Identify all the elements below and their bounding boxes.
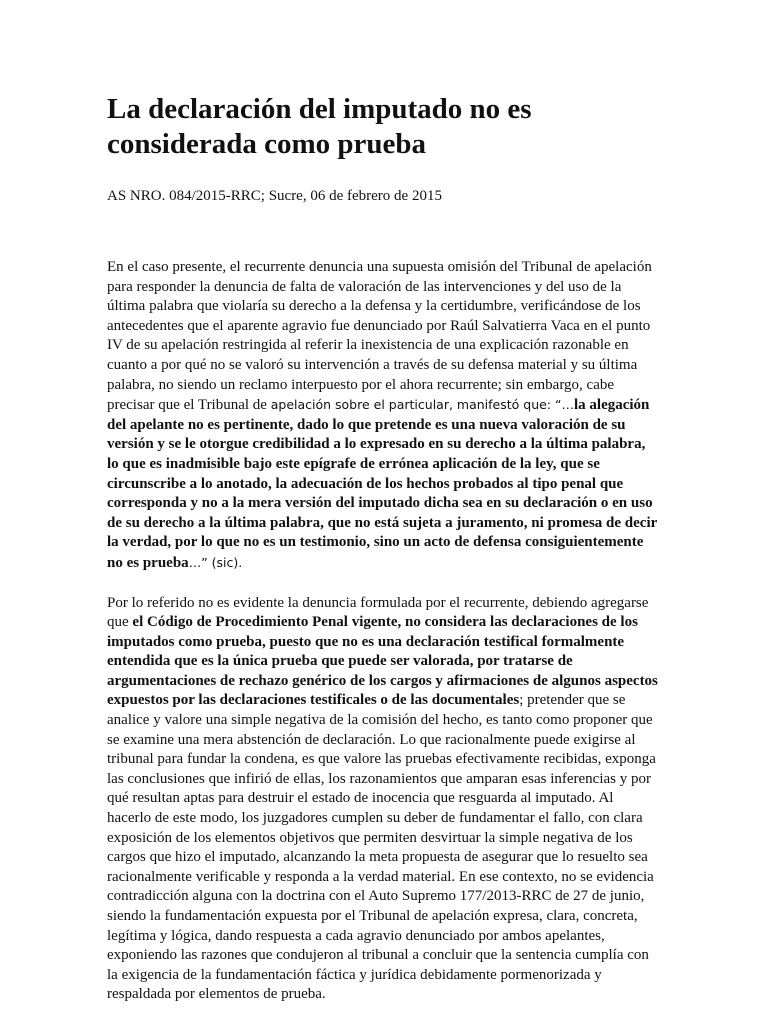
quote-bold-line: del apelante no es pertinente, dado lo que pretende es una nueva valoración de su bbox=[107, 416, 626, 433]
paragraph-2 bbox=[107, 594, 667, 1005]
text-run-sans: …” (sic). bbox=[188, 554, 243, 570]
text-line: IV de su apelación restringida al referir la inexistencia de una explicación razonable en bbox=[107, 337, 629, 354]
page-title bbox=[107, 92, 667, 162]
text-line: En el caso presente, el recurrente denuncia una supuesta omisión del Tribunal de apelación bbox=[107, 259, 652, 275]
text-line: cuanto a por qué no se valoró su intervención a través de su defensa material y su última bbox=[107, 356, 638, 373]
text-line: qué resultan aptas para destruir el estado de inocencia que resguarda al imputado. Al bbox=[107, 790, 614, 807]
quote-bold-line: corresponda y no a la mera versión del imputado dicha sea en su declaración o en uso bbox=[107, 495, 653, 512]
text-line: se examine una mera abstención de declaración. Lo que racionalmente puede exigirse al bbox=[107, 731, 636, 748]
document-page bbox=[107, 92, 667, 1005]
text-line: hacerlo de este modo, los juzgadores cumplen su deber de fundamentar el fallo, con clara bbox=[107, 810, 643, 827]
emphasis-bold: expuestos por las declaraciones testificales o de las documentales bbox=[107, 692, 520, 709]
quote-bold-line: lo que es inadmisible bajo este epígrafe de errónea aplicación de la ley, que se bbox=[107, 455, 600, 472]
text-line bbox=[107, 691, 667, 711]
text-line: la exigencia de la fundamentación fáctica y jurídica debidamente pormenorizada y bbox=[107, 966, 602, 983]
text-line: exposición de los elementos objetivos que permiten desvirtuar la simple negativa de los bbox=[107, 829, 633, 846]
emphasis-bold-line: imputados como prueba, puesto que no es una declaración testifical formalmente bbox=[107, 633, 625, 650]
text-line: Por lo referido no es evidente la denuncia formulada por el recurrente, debiendo agregarse bbox=[107, 594, 649, 611]
text-line: antecedentes que el aparente agravio fue denunciado por Raúl Salvatierra Vaca en el punto bbox=[107, 317, 651, 334]
quote-bold-line: circunscribe a lo anotado, la adecuación de los hechos probados al tipo penal que bbox=[107, 475, 624, 492]
emphasis-bold-line: argumentaciones de rechazo genérico de los cargos y afirmaciones de algunos aspectos bbox=[107, 672, 658, 689]
text-line bbox=[107, 613, 667, 633]
text-line: exponiendo las razones que condujeron al tribunal a concluir que la sentencia cumplía con bbox=[107, 947, 649, 964]
emphasis-bold-line: entendida que es la única prueba que puede ser valorada, por tratarse de bbox=[107, 653, 573, 670]
emphasis-bold: el Código de Procedimiento Penal vigente, no considera las declaraciones de los bbox=[132, 614, 638, 631]
paragraph-1 bbox=[107, 258, 667, 574]
text-line: cargos que hizo el imputado, alcanzando la meta propuesta de asegurar que lo resuelto sea bbox=[107, 849, 648, 866]
text-run: que bbox=[107, 614, 133, 631]
text-line: última palabra que violaría su derecho a la defensa y la certidumbre, verificándose de los bbox=[107, 298, 641, 315]
quote-bold: la alegación bbox=[573, 397, 650, 414]
quote-bold-line: la verdad, por lo que no es un testimonio, sino un acto de defensa consiguientemente bbox=[107, 534, 644, 551]
quote-bold-line: versión y se le otorgue credibilidad a lo expresado en su derecho a la última palabra, bbox=[107, 436, 646, 453]
text-line: legítima y lógica, dando respuesta a cada agravio denunciado por ambos apelantes, bbox=[107, 927, 605, 944]
text-line: analice y valore una simple negativa de la comisión del hecho, es tanto como proponer que bbox=[107, 712, 653, 729]
text-line bbox=[107, 395, 667, 416]
text-line: para responder la denuncia de falta de valoración de las intervenciones y del uso de la bbox=[107, 278, 622, 295]
text-run-sans: apelación sobre el particular, manifestó que: “… bbox=[270, 397, 574, 413]
document-reference: AS NRO. 084/2015-RRC; Sucre, 06 de febrero de 2015 bbox=[107, 188, 442, 204]
text-line: contradicción alguna con la doctrina con el Auto Supremo 177/2013-RRC de 27 de junio, bbox=[107, 888, 645, 905]
quote-bold-line: de su derecho a la última palabra, que no está sujeta a juramento, ni promesa de decir bbox=[107, 514, 658, 531]
title-line: considerada como prueba bbox=[107, 128, 426, 160]
text-line: tribunal para fundar la condena, es que valore las pruebas efectivamente recibidas, exponga bbox=[107, 751, 656, 768]
text-line: siendo la fundamentación expuesta por el Tribunal de apelación expresa, clara, concreta, bbox=[107, 908, 638, 924]
text-line bbox=[107, 553, 667, 574]
title-line: La declaración del imputado no es bbox=[107, 93, 532, 125]
text-run: precisar que el Tribunal de bbox=[107, 397, 271, 414]
text-line: respaldada por elementos de prueba. bbox=[107, 986, 326, 1003]
text-run: ; pretender que se bbox=[519, 692, 626, 709]
text-line: racionalmente verificable y responda a la verdad material. En ese contexto, no se evidencia bbox=[107, 868, 654, 885]
text-line: las conclusiones que infirió de ellas, los razonamientos que amparan esas inferencias y por bbox=[107, 770, 651, 787]
text-line: palabra, no siendo un reclamo interpuesto por el ahora recurrente; sin embargo, cabe bbox=[107, 376, 615, 393]
quote-bold: no es prueba bbox=[107, 554, 189, 571]
